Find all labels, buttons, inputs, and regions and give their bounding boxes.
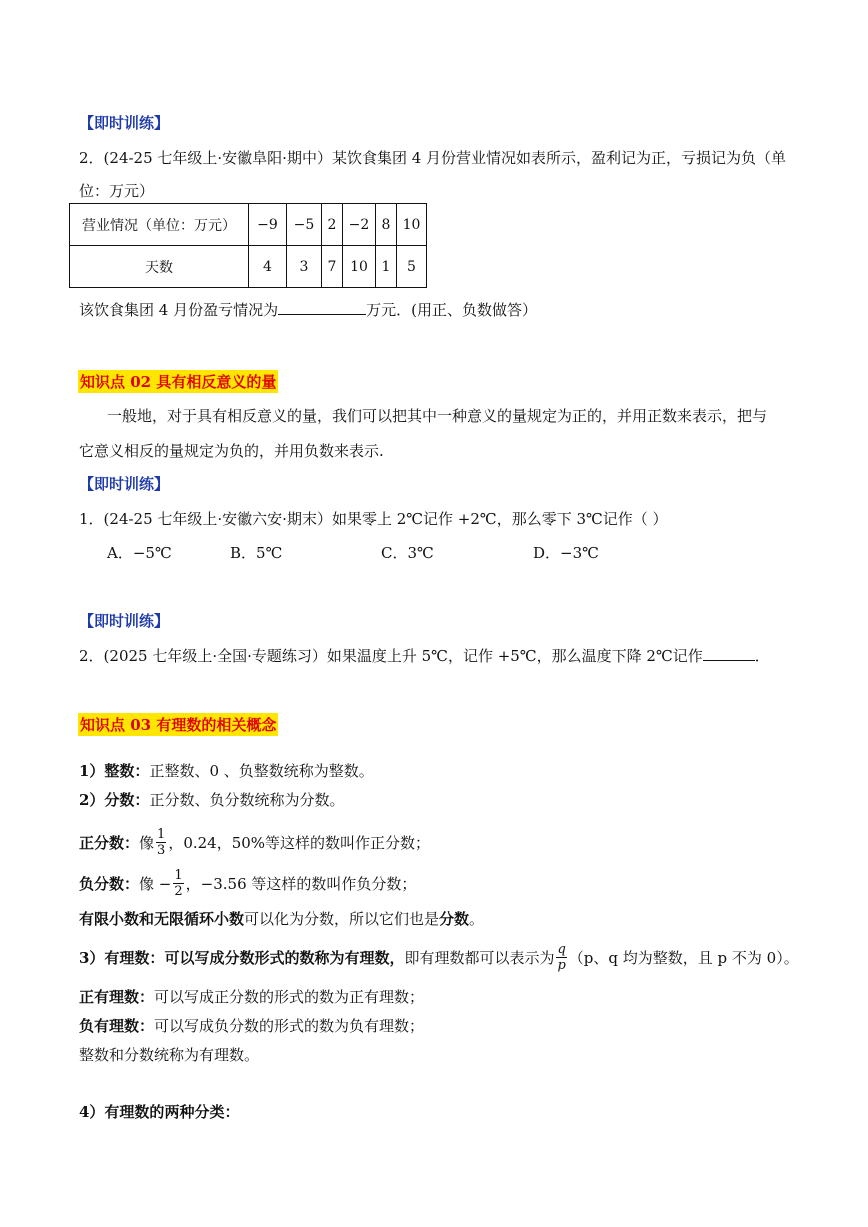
fraction-one-third [156,827,166,858]
integers-label: 1）整数： [79,762,150,780]
negative-fraction-line [79,863,416,903]
table-cell: 3 [287,246,322,288]
question-2a-line1: 2．(24-25 七年级上·安徽阜阳·期中）某饮食集团 4 月份营业情况如表所示，盈利记为正，亏损记为负（单 [79,149,787,167]
rational-text: 即有理数都可以表示为 [404,948,555,967]
table-cell: 10 [343,246,376,288]
positive-fraction-pre: 像 [139,833,155,852]
denominator: p [557,957,566,973]
positive-fraction-label: 正分数： [79,833,140,852]
negative-fraction-post: ，−3.56 等这样的数叫作负分数； [185,874,417,893]
question-2a-answer [79,299,537,320]
training-label: 【即时训练】 [79,114,170,132]
integers-text: 正整数、0 、负整数统称为整数。 [149,762,374,780]
table-cell: 1 [376,246,397,288]
numerator: 1 [157,826,166,842]
training-label: 【即时训练】 [79,612,170,630]
table-header-cell: 天数 [70,246,249,288]
question-2b [79,645,770,666]
question-1b-stem: 1．(24-25 七年级上·安徽六安·期末）如果零上 2℃记作 +2℃，那么零下 3℃记作（ ） [79,510,668,528]
option-c[interactable]: C．3℃ [381,544,434,562]
negative-fraction-pre: 像 − [139,874,172,893]
decimal-note [79,908,484,929]
table-cell: 7 [322,246,343,288]
rational-tail: （p、q 均为整数，且 p 不为 0）。 [568,948,799,967]
decimal-end: 。 [469,910,485,928]
negative-rational-text: 可以写成负分数的形式的数为负有理数； [154,1017,425,1035]
table-header-cell: 营业情况（单位：万元） [70,204,249,246]
option-d[interactable]: D．−3℃ [533,544,599,562]
answer-prefix: 该饮食集团 4 月份盈亏情况为 [79,301,279,319]
answer-suffix: 万元．(用正、负数做答） [366,301,537,319]
fraction-one-half [173,868,183,899]
table-cell: −5 [287,204,322,246]
knowledge-point-02-title: 知识点 02 具有相反意义的量 [78,370,278,393]
kp02-paragraph-line1: 一般地，对于具有相反意义的量，我们可以把其中一种意义的量规定为正的，并用正数来表示，把与 [107,407,768,425]
integers-definition [79,760,374,781]
negative-rational-label: 负有理数： [79,1017,155,1035]
positive-fraction-post: ，0.24，50%等这样的数叫作正分数； [168,833,431,852]
negative-fraction-label: 负分数： [79,874,140,893]
decimal-bold-1: 有限小数和无限循环小数 [79,910,245,928]
answer-blank[interactable] [278,300,366,315]
table-cell: 2 [322,204,343,246]
training-label: 【即时训练】 [79,475,170,493]
answer-blank[interactable] [703,646,755,661]
fractions-label: 2）分数： [79,791,150,809]
table-cell: 10 [397,204,427,246]
positive-rational-line [79,986,424,1007]
table-cell: 8 [376,204,397,246]
positive-rational-label: 正有理数： [79,988,155,1006]
table-cell: −2 [343,204,376,246]
positive-rational-text: 可以写成正分数的形式的数为正有理数； [154,988,425,1006]
option-b[interactable]: B．5℃ [230,544,283,562]
question-2a-line2: 位：万元） [79,182,155,200]
denominator: 2 [174,883,183,899]
fractions-text: 正分数、负分数统称为分数。 [149,791,345,809]
table-row [70,246,427,288]
table-cell: 5 [397,246,427,288]
rational-definition [79,937,799,977]
decimal-text: 可以化为分数，所以它们也是 [244,910,440,928]
question-2b-end: ． [754,647,770,665]
rational-summary: 整数和分数统称为有理数。 [79,1046,260,1064]
negative-rational-line [79,1015,424,1036]
positive-fraction-line [79,822,430,862]
decimal-bold-2: 分数 [439,910,470,928]
business-table [69,203,427,288]
numerator: 1 [174,867,183,883]
question-2b-stem: 2．(2025 七年级上·全国·专题练习）如果温度上升 5℃，记作 +5℃，那么温度下降 2℃记作 [79,647,703,665]
kp02-paragraph-line2: 它意义相反的量规定为负的，并用负数来表示. [79,442,384,460]
denominator: 3 [157,842,166,858]
rational-bold: 3）有理数：可以写成分数形式的数称为有理数， [79,948,405,967]
table-cell: 4 [249,246,287,288]
option-a[interactable]: A．−5℃ [107,544,172,562]
fraction-q-over-p [556,942,566,973]
table-cell: −9 [249,204,287,246]
classification-title: 4）有理数的两种分类： [79,1103,240,1121]
fractions-definition [79,789,344,810]
numerator: q [557,941,566,957]
knowledge-point-03-title: 知识点 03 有理数的相关概念 [78,713,278,736]
table-row [70,204,427,246]
